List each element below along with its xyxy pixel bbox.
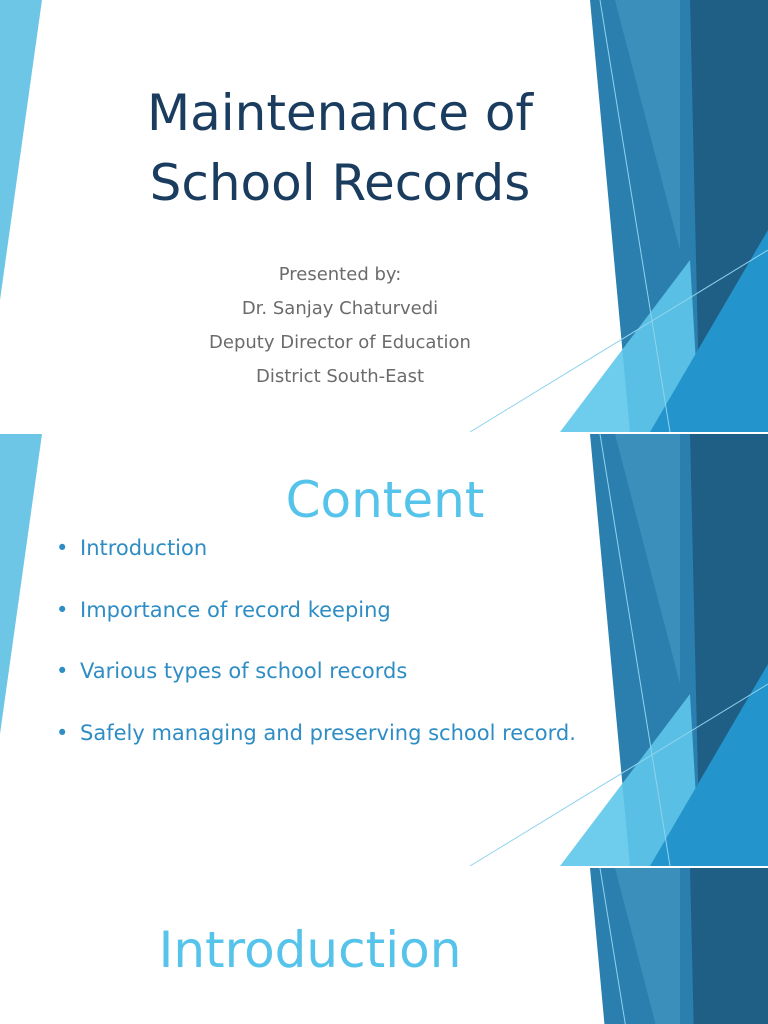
presenter-district: District South-East [255,366,425,387]
list-item [56,653,576,689]
list-item [56,715,576,751]
accent-panel-dark [690,868,768,1024]
slide-title-heading [60,78,620,218]
slide-content [0,434,768,866]
presenter-info [130,258,550,394]
bullet-icon: • [56,720,69,745]
title-line-2: School Records [149,154,531,212]
slide-title [0,0,768,432]
introduction-heading: Introduction [158,921,462,979]
list-item [56,592,576,628]
bullet-text: Importance of record keeping [80,597,391,622]
content-bullet-list [56,530,576,776]
bullet-icon: • [56,597,69,622]
presenter-name: Dr. Sanjay Chaturvedi [241,298,439,319]
left-accent-shape [0,0,42,300]
bullet-icon: • [56,536,69,560]
presenter-role: Deputy Director of Education [209,332,471,353]
left-accent-shape [0,434,42,734]
list-item [56,530,576,566]
slide-introduction [0,868,768,1024]
bullet-text: Introduction [80,536,208,560]
bullet-text: Safely managing and preserving school record. [80,720,576,745]
bullet-icon: • [56,659,69,683]
presenter-label: Presented by: [278,264,402,285]
title-line-1: Maintenance of [146,84,534,142]
bullet-text: Various types of school records [80,659,408,683]
content-heading: Content [285,471,485,529]
